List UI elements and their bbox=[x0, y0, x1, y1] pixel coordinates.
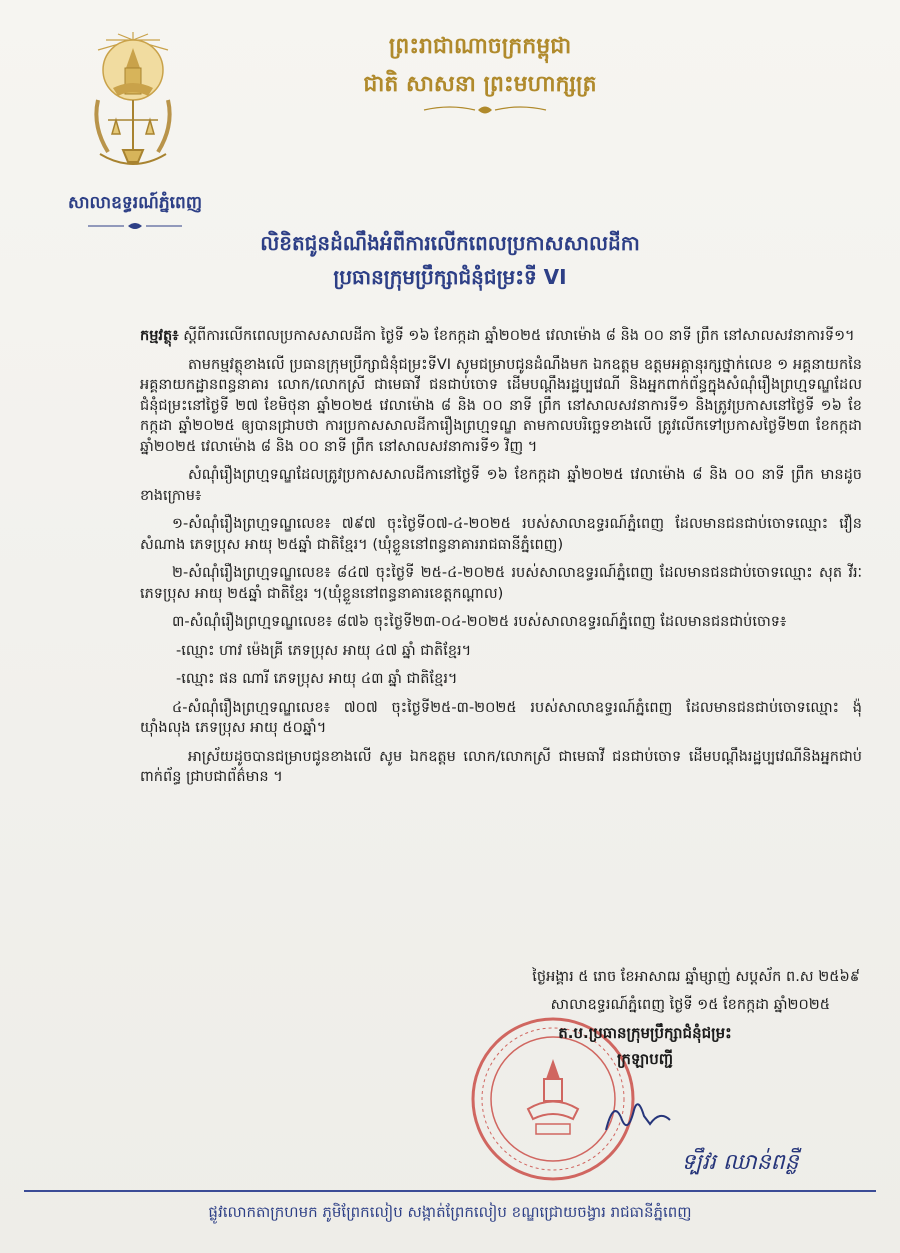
royal-emblem-icon bbox=[78, 30, 188, 180]
case-3-person-2: -ឈ្មោះ ផន ណារី ភេទប្រុស អាយុ ៤៣ ឆ្នាំ ជាតិខ្មែរ។ bbox=[176, 671, 458, 687]
court-name: សាលាឧទ្ធរណ៍ភ្នំពេញ bbox=[67, 193, 203, 213]
subject-text: ស្ដីពីការលើកពេលប្រកាសសាលដីកា ថ្ងៃទី ១៦ ខែកក្កដា ឆ្នាំ២០២៥ វេលាម៉ោង ៨ និង ០០ នាទី ព្រឹក នៅសាលសវនាការទី១។ bbox=[178, 328, 855, 344]
case-3-person-1: -ឈ្មោះ ហាវ ម៉េងគ្រី ភេទប្រុស អាយុ ៤៧ ឆ្នាំ ជាតិខ្មែរ។ bbox=[176, 642, 472, 659]
closing-paragraph: អាស្រ័យដូចបានជម្រាបជូនខាងលើ សូម ឯកឧត្តម លោក/លោកស្រី ជាមេធាវី ជនជាប់ចោទ ដើមបណ្ដឹងរដ្ឋប្បវេណីនិងអ្នកជាប់ពាក់ព័ន្ធ ជ្រាបជាព័ត៌មាន ។ bbox=[140, 748, 862, 785]
paragraph-case-intro: សំណុំរឿងព្រហ្មទណ្ឌដែលត្រូវប្រកាសសាលដីកានៅថ្ងៃទី ១៦ ខែកក្កដា ឆ្នាំ២០២៥ វេលាម៉ោង ៨ និង ០០ នាទី ព្រឹក មានដូចខាងក្រោម៖ bbox=[140, 467, 862, 504]
case-item-2: ២-សំណុំរឿងព្រហ្មទណ្ឌលេខ៖ ៨៤៧ ចុះថ្ងៃទី ២៥-៤-២០២៥ របស់សាលាឧទ្ធរណ៍ភ្នំពេញ ដែលមានជនជាប់ចោទឈ្មោះ សុត វីរៈ ភេទប្រុស អាយុ ២៥ឆ្នាំ ជាតិខ្មែរ ។(ឃុំខ្លួននៅពន្ធនាគារខេត្តកណ្ដាល) bbox=[140, 565, 862, 602]
document-title: លិខិតជូនដំណឹងអំពីការលើកពេលប្រកាសសាលដីកា bbox=[260, 231, 640, 255]
signature-icon bbox=[600, 1090, 680, 1140]
motto-nation-religion-king: ជាតិ សាសនា ព្រះមហាក្សត្រ bbox=[363, 72, 597, 97]
footer-address: ផ្លូវលោកតាក្រហមក ភូមិព្រែកលៀប សង្កាត់ព្រែកលៀប ខណ្ឌជ្រោយចង្វារ រាជធានីភ្នំពេញ bbox=[208, 1203, 692, 1221]
document-subtitle: ប្រធានក្រុមប្រឹក្សាជំនុំជម្រះទី VI bbox=[333, 265, 567, 289]
case-item-1: ១-សំណុំរឿងព្រហ្មទណ្ឌលេខ៖ ៧៩៧ ចុះថ្ងៃទី០៧-៤-២០២៥ របស់សាលាឧទ្ធរណ៍ភ្នំពេញ ដែលមានជនជាប់ចោទឈ្មោះ វឿន សំណាង ភេទប្រុស អាយុ ២៥ឆ្នាំ ជាតិខ្មែរ។ (ឃុំខ្លួននៅពន្ធនាគាររាជធានីភ្នំពេញ) bbox=[140, 516, 862, 553]
lunar-date: ថ្ងៃអង្គារ ៥ រោច ខែអាសាឍ ឆ្នាំម្សាញ់ សប្ដស័ក ព.ស ២៥៦៩ bbox=[532, 969, 860, 985]
signer-role: ក្រឡាបញ្ជី bbox=[616, 1050, 674, 1068]
signer-name: ទ្បឹវរ ឈាន់ពន្លឺ bbox=[681, 1150, 799, 1175]
on-behalf-line: ត.ប.ប្រធានក្រុមប្រឹក្សាជំនុំជម្រះ bbox=[558, 1024, 732, 1042]
subject-label: កម្មវត្ថុ៖ bbox=[140, 328, 179, 344]
motto-ornament-icon bbox=[420, 104, 550, 116]
place-date: សាលាឧទ្ធរណ៍ភ្នំពេញ ថ្ងៃទី ១៥ ខែកក្កដា ឆ្នាំ២០២៥ bbox=[550, 997, 830, 1013]
footer-divider bbox=[24, 1190, 876, 1192]
motto-kingdom: ព្រះរាជាណាចក្រកម្ពុជា bbox=[388, 34, 572, 59]
paragraph-notice: តាមកម្មវត្ថុខាងលើ ប្រធានក្រុមប្រឹក្សាជំនុំជម្រះទីVI សូមជម្រាបជូនដំណឹងមក ឯកឧត្តម ឧត្តមអគ្គានុរក្សថ្នាក់លេខ ១ អគ្គនាយកនៃអគ្គនាយកដ្ឋានពន្ធនាគារ លោក/លោកស្រី ជាមេធាវី ជនជាប់ចោទ ដើមបណ្ដឹងរដ្ឋប្បវេណី និងអ្នកពាក់ព័ន្ធក្នុងសំណុំរឿងព្រហ្មទណ្ឌដែលជំនុំជម្រះនៅថ្ងៃទី ២៧ ខែមិថុនា ឆ្នាំ២០២៥ វេលាម៉ោង ៨ និង ០០ នាទី ព្រឹក នៅសាលសវនាការទី១ និងត្រូវប្រកាសនៅថ្ងៃទី ១៦ ខែកក្កដា ឆ្នាំ២០២៥ ឲ្យបានជ្រាបថា ការប្រកាសសាលដីការឿងព្រហ្មទណ្ឌ តាមកាលបរិច្ឆេទខាងលើ ត្រូវលើកទៅប្រកាសថ្ងៃទី២៣ ខែកក្កដា ឆ្នាំ២០២៥ វេលាម៉ោង ៨ និង ០០ នាទី ព្រឹក នៅសាលសវនាការទី១ វិញ ។ bbox=[140, 356, 862, 455]
case-item-4: ៤-សំណុំរឿងព្រហ្មទណ្ឌលេខ៖ ៧០៧ ចុះថ្ងៃទី២៥-៣-២០២៥ របស់សាលាឧទ្ធរណ៍ភ្នំពេញ ដែលមានជនជាប់ចោទឈ្មោះ ង៉ុ យ៉ាំងលុង ភេទប្រុស អាយុ ៥០ឆ្នាំ។ bbox=[140, 699, 862, 736]
letter-body bbox=[140, 326, 862, 788]
subject-paragraph bbox=[140, 326, 862, 347]
case-item-3: ៣-សំណុំរឿងព្រហ្មទណ្ឌលេខ៖ ៨៧៦ ចុះថ្ងៃទី២៣-០៤-២០២៥ របស់សាលាឧទ្ធរណ៍ភ្នំពេញ ដែលមានជនជាប់ចោទ៖ bbox=[172, 614, 787, 630]
